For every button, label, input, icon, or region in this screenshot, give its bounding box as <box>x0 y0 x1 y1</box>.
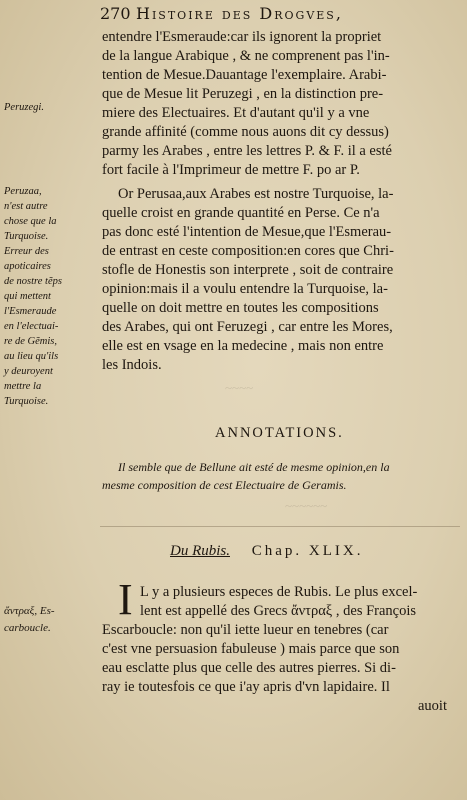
catchword: auoit <box>418 698 447 714</box>
drop-cap: I <box>118 575 133 624</box>
body-line: stofle de Honestis son interprete , soit de contraire <box>102 262 394 278</box>
chapter-line: L y a plusieurs especes de Rubis. Le plus excel- <box>140 584 418 600</box>
margin-note-line: Peruzaa, <box>4 186 42 197</box>
chapter-subject: Du Rubis. <box>170 543 230 559</box>
body-line: des Arabes, qui ont Feruzegi , car entre les Mores, <box>102 319 393 335</box>
chapter-number: Chap. XLIX. <box>251 543 364 559</box>
margin-note-line: l'Esmeraude <box>4 306 57 317</box>
margin-note-line: Turquoise. <box>4 396 49 407</box>
body-line: quelle croist en grande quantité en Perse. Ce n'a <box>102 205 380 221</box>
margin-note-line: Erreur des <box>4 246 49 257</box>
show-through-smudge: ~~~~ <box>225 380 254 395</box>
body-line: de la langue Arabique , & ne comprenent pas l'in- <box>102 48 390 64</box>
section-divider <box>100 526 460 527</box>
annotation-line: mesme composition de cest Electuaire de Geramis. <box>102 478 347 492</box>
body-line: miere des Electuaires. Et d'autant qu'il y a vne <box>102 105 370 121</box>
chapter-title <box>170 543 364 560</box>
body-line: grande affinité (comme nous auons dit cy dessus) <box>102 124 389 140</box>
margin-note-line: mettre la <box>4 381 42 392</box>
page-header <box>100 4 460 26</box>
body-line: quelle on doit mettre en toutes les compositions <box>102 300 379 316</box>
body-line: Or Perusaa,aux Arabes est nostre Turquoise, la- <box>118 186 394 202</box>
chapter-line: lent est appellé des Grecs ἄντραξ , des François <box>140 603 417 619</box>
body-line: entendre l'Esmeraude:car ils ignorent la propriet <box>102 29 382 45</box>
margin-note-peruzegi: Peruzegi. <box>4 102 44 113</box>
margin-note-escarboucle: carboucle. <box>4 622 51 634</box>
margin-note-line: au lieu qu'ils <box>4 351 59 362</box>
margin-note-line: chose que la <box>4 216 57 227</box>
margin-note-line: n'est autre <box>4 201 48 212</box>
annotation-line: Il semble que de Bellune ait esté de mesme opinion,en la <box>118 460 390 474</box>
margin-note-line: de nostre tẽps <box>4 276 62 287</box>
body-line: fort facile à l'Imprimeur de mettre F. po ar P. <box>102 162 360 178</box>
annotations-heading: ANNOTATIONS. <box>215 425 344 441</box>
chapter-line: Escarboucle: non qu'il iette lueur en tenebres (car <box>102 622 389 638</box>
body-line: elle est en vsage en la medecine , mais non entre <box>102 338 384 354</box>
margin-note-line: apoticaires <box>4 261 51 272</box>
chapter-line: c'est vne persuasion fabuleuse ) mais parce que son <box>102 641 400 657</box>
body-line: pas donc esté l'intention de Mesue,que l'Esmerau- <box>102 224 392 240</box>
running-head: Histoire des Drogves, <box>136 4 343 23</box>
margin-note-line: re de Gẽmis, <box>4 336 57 347</box>
body-line: les Indois. <box>102 357 162 373</box>
margin-note-line: en l'electuai- <box>4 321 59 332</box>
body-line: que de Mesue lit Peruzegi , en la distinction pre- <box>102 86 384 102</box>
body-line: tention de Mesue.Dauantage l'exemplaire. Arabi- <box>102 67 387 83</box>
margin-note-line: qui mettent <box>4 291 51 302</box>
chapter-line: ray ie toutesfois ce que i'ay apris d'vn lapidaire. Il <box>102 679 390 695</box>
page-number: 270 <box>100 4 131 23</box>
chapter-line: eau esclatte plus que celle des autres pierres. Si di- <box>102 660 396 676</box>
body-line: opinion:mais il a voulu entendre la Turquoise, la- <box>102 281 388 297</box>
show-through-smudge: ~~~~~~ <box>285 498 328 513</box>
margin-note-line: y deuroyent <box>4 366 53 377</box>
body-line: parmy les Arabes , entre les lettres P. & F. il a esté <box>102 143 392 159</box>
margin-note-escarboucle: ἄντραξ, Es- <box>4 605 55 617</box>
body-line: de entrast en ceste composition:en cores que Chri- <box>102 243 394 259</box>
margin-note-line: Turquoise. <box>4 231 49 242</box>
